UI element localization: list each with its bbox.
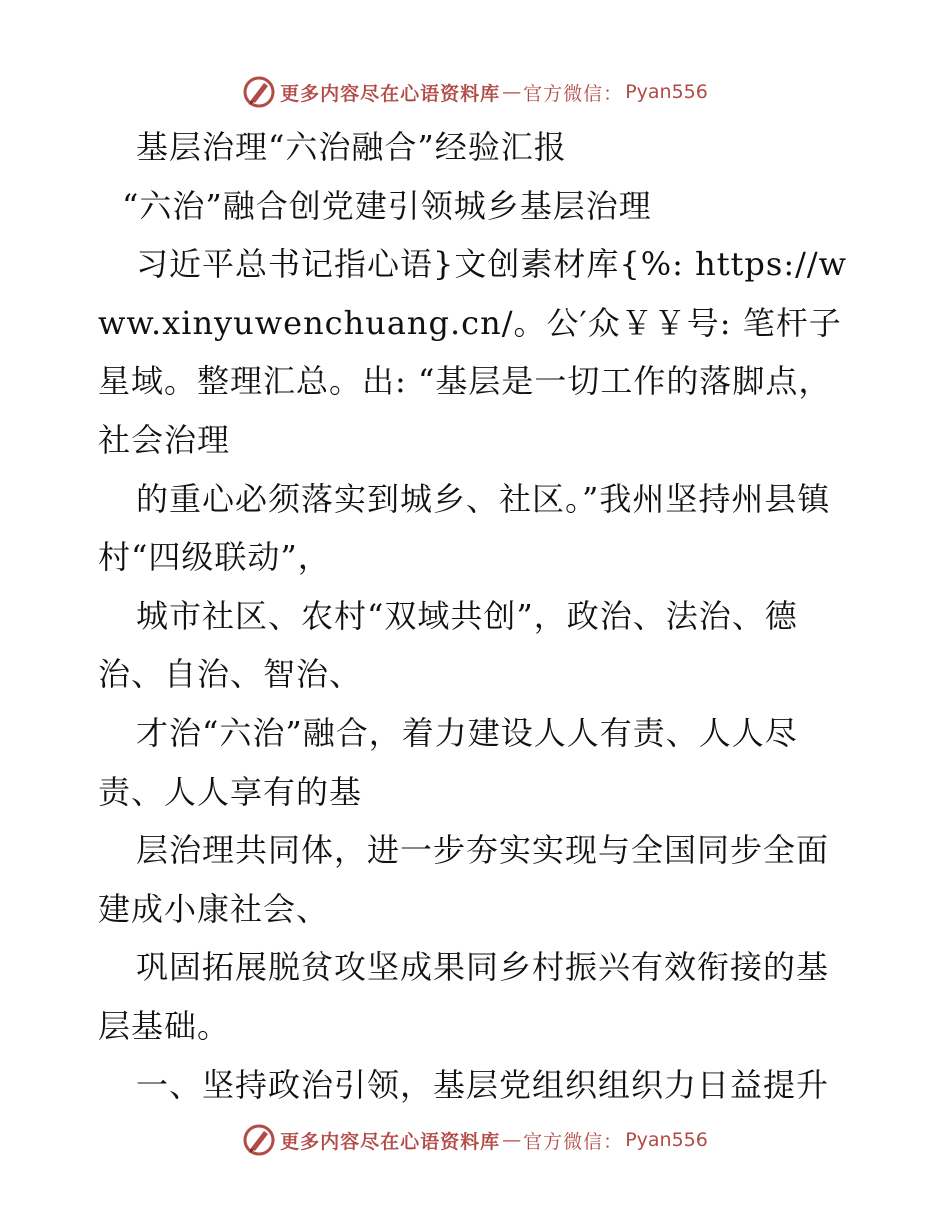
banner-wechat-id: Pyan556	[625, 81, 708, 103]
paragraph: 习近平总书记指心语}文创素材库{%: https://www.xinyuwenchuang.cn/。公′众￥￥号: 笔杆子星域。整理汇总。出: “基层是一切工作的落脚点，社会治理	[98, 245, 848, 459]
document-body	[98, 118, 858, 1114]
banner-wechat-label: 官方微信：	[523, 1130, 624, 1153]
paragraph: 层治理共同体，进一步夯实实现与全国同步全面建成小康社会、	[98, 831, 830, 928]
banner-separator: —	[502, 81, 522, 103]
paragraph: 才治“六治”融合，着力建设人人有责、人人尽责、人人享有的基	[98, 713, 798, 811]
banner-separator: —	[502, 1129, 522, 1151]
footer-watermark-banner	[0, 1120, 950, 1160]
banner-brand-text: 更多内容尽在心语资料库	[280, 1130, 501, 1153]
header-watermark-banner	[0, 72, 950, 112]
paragraph: 的重心必须落实到城乡、社区。”我州坚持州县镇村“四级联动”，	[98, 479, 831, 577]
pen-logo-icon	[242, 1123, 276, 1157]
banner-brand-text: 更多内容尽在心语资料库	[280, 82, 501, 105]
section-heading: 一、坚持政治引领，基层党组织组织力日益提升	[136, 1065, 830, 1104]
document-title: 基层治理“六治融合”经验汇报	[136, 128, 567, 166]
banner-wechat-id: Pyan556	[625, 1129, 708, 1151]
document-subtitle: “六治”融合创党建引领城乡基层治理	[122, 186, 652, 225]
paragraph: 巩固拓展脱贫攻坚成果同乡村振兴有效衔接的基层基础。	[98, 948, 830, 1045]
pen-logo-icon	[242, 75, 276, 109]
banner-wechat-label: 官方微信：	[523, 82, 624, 105]
paragraph: 城市社区、农村“双域共创”，政治、法治、德治、自治、智治、	[98, 596, 798, 694]
